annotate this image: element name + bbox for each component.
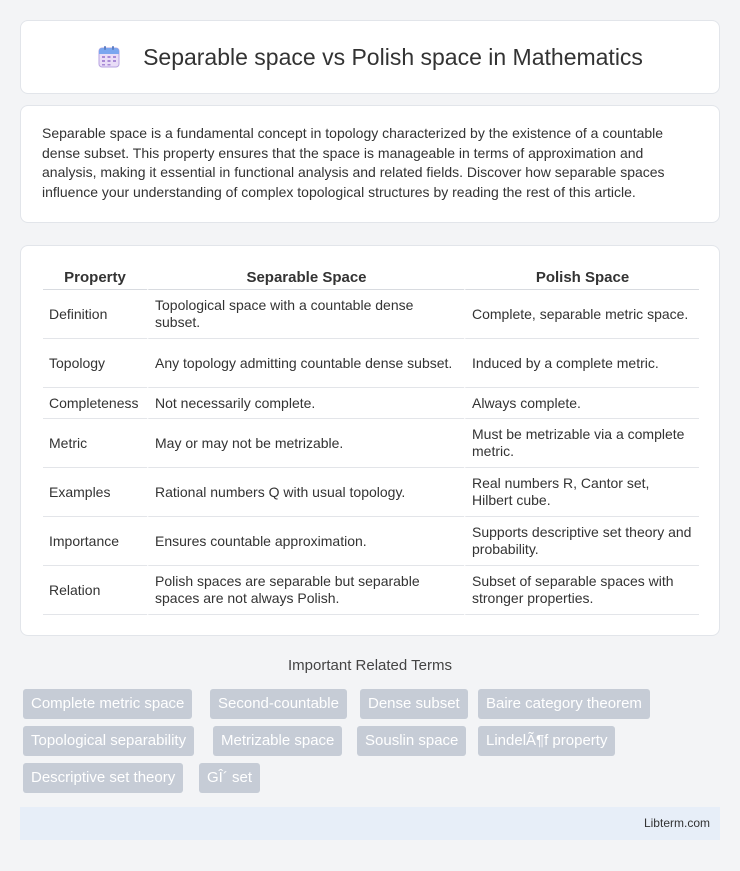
footer-site-link[interactable]: Libterm.com [643, 816, 710, 830]
related-terms-title: Important Related Terms [288, 657, 452, 674]
row-separable: May or may not be metrizable. [147, 419, 464, 468]
table-row [43, 290, 699, 339]
intro-text: Separable space is a fundamental concept in topology characterized by the existence of a countable dense subset. This property ensures that the space is manageable in terms of approximation and analysis, making it essential in functional analysis and related fields. Discover how separable spaces influence your understanding of complex topological structures by reading the rest of this article. [42, 125, 665, 200]
related-term-tag[interactable]: Topological separability [23, 726, 194, 756]
table-row [43, 517, 699, 566]
table-row [43, 468, 699, 517]
row-polish: Induced by a complete metric. [464, 339, 699, 388]
row-property: Relation [43, 566, 147, 615]
row-separable: Not necessarily complete. [147, 388, 464, 419]
row-separable: Polish spaces are separable but separable spaces are not always Polish. [147, 566, 464, 615]
footer [20, 807, 720, 840]
header-polish: Polish Space [464, 266, 699, 290]
row-property: Importance [43, 517, 147, 566]
row-property: Completeness [43, 388, 147, 419]
row-polish: Complete, separable metric space. [464, 290, 699, 339]
row-separable: Any topology admitting countable dense subset. [147, 339, 464, 388]
comparison-card [20, 245, 720, 636]
related-term-tag[interactable]: Souslin space [357, 726, 466, 756]
header-property: Property [43, 266, 147, 290]
row-separable: Topological space with a countable dense subset. [147, 290, 464, 339]
table-row [43, 419, 699, 468]
row-property: Metric [43, 419, 147, 468]
related-term-tag[interactable]: Second-countable [210, 689, 347, 719]
related-term-tag[interactable]: Descriptive set theory [23, 763, 183, 793]
calendar-icon [97, 45, 121, 69]
table-row [43, 339, 699, 388]
row-property: Definition [43, 290, 147, 339]
row-polish: Always complete. [464, 388, 699, 419]
related-term-tag[interactable]: LindelÃ¶f property [478, 726, 615, 756]
table-row [43, 566, 699, 615]
intro-card [20, 105, 720, 223]
row-polish: Supports descriptive set theory and probability. [464, 517, 699, 566]
related-term-tag[interactable]: GÎ´ set [199, 763, 260, 793]
related-term-tag[interactable]: Metrizable space [213, 726, 342, 756]
row-polish: Subset of separable spaces with stronger properties. [464, 566, 699, 615]
related-term-tag[interactable]: Complete metric space [23, 689, 192, 719]
related-term-tag[interactable]: Dense subset [360, 689, 468, 719]
row-polish: Must be metrizable via a complete metric. [464, 419, 699, 468]
row-separable: Ensures countable approximation. [147, 517, 464, 566]
header-card [20, 20, 720, 94]
row-property: Topology [43, 339, 147, 388]
related-term-tag[interactable]: Baire category theorem [478, 689, 650, 719]
row-polish: Real numbers R, Cantor set, Hilbert cube. [464, 468, 699, 517]
comparison-table [43, 266, 699, 615]
table-header-row [43, 266, 699, 290]
page-title: Separable space vs Polish space in Mathematics [143, 43, 643, 70]
row-property: Examples [43, 468, 147, 517]
table-row [43, 388, 699, 419]
row-separable: Rational numbers Q with usual topology. [147, 468, 464, 517]
header-separable: Separable Space [147, 266, 464, 290]
